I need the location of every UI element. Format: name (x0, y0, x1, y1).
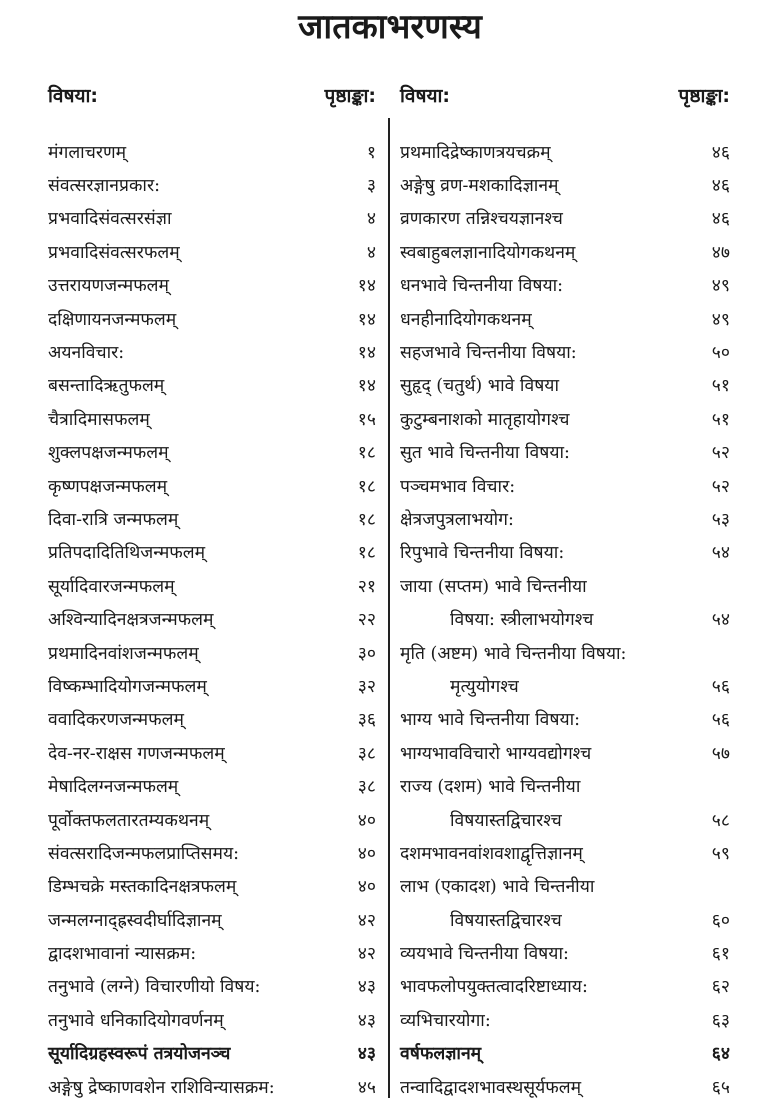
entry-title: धनभावे चिन्तनीया विषया: (400, 276, 564, 297)
entry-title: देव-नर-राक्षस गणजन्मफलम् (48, 743, 225, 764)
toc-entry (400, 168, 730, 201)
entry-page-number: ६५ (711, 1077, 730, 1098)
toc-entry (400, 636, 730, 669)
toc-entry (48, 1003, 376, 1036)
toc-entry (400, 269, 730, 302)
entry-title: संवत्सरादिजन्मफलप्राप्तिसमय: (48, 843, 240, 864)
entry-page-number: ४६ (711, 176, 730, 197)
entry-page-number: ५२ (711, 443, 730, 464)
entry-title: लाभ (एकादश) भावे चिन्तनीया (400, 877, 595, 898)
toc-entry (48, 235, 376, 268)
entry-title: पञ्चमभाव विचार: (400, 476, 516, 497)
entry-page-number: ५९ (711, 843, 730, 864)
toc-entry (400, 335, 730, 368)
toc-entry (400, 803, 730, 836)
toc-entry (48, 168, 376, 201)
entry-page-number: ४७ (711, 242, 730, 263)
entry-title: जाया (सप्तम) भावे चिन्तनीया (400, 576, 587, 597)
page-title: जातकाभरणस्य (298, 7, 482, 47)
entry-page-number: ४ (366, 209, 376, 230)
entry-title: भाग्य भावे चिन्तनीया विषया: (400, 710, 581, 731)
entry-title: तनुभावे धनिकादियोगवर्णनम् (48, 1010, 224, 1031)
entry-page-number: ५४ (711, 543, 730, 564)
entry-page-number: ४३ (357, 977, 376, 998)
toc-entry (48, 502, 376, 535)
entry-page-number: ५४ (711, 610, 730, 631)
toc-entry (48, 836, 376, 869)
entry-page-number: ३० (357, 643, 376, 664)
entry-page-number: १८ (357, 543, 376, 564)
toc-entry (48, 536, 376, 569)
toc-entry (400, 1003, 730, 1036)
toc-entry (400, 736, 730, 769)
entry-page-number: ६१ (711, 944, 730, 965)
entry-title: मेषादिलग्नजन्मफलम् (48, 777, 179, 798)
entry-title: अयनविचार: (48, 343, 125, 364)
entry-page-number: ५१ (711, 376, 730, 397)
entry-title: विषयास्तद्विचारश्च (450, 810, 562, 831)
entry-title: वर्षफलज्ञानम् (400, 1044, 482, 1065)
toc-entry (48, 669, 376, 702)
entry-title: शुक्लपक्षजन्मफलम् (48, 443, 169, 464)
entry-title: अङ्गेषु द्रेष्काणवशेन राशिविन्यासक्रम: (48, 1077, 275, 1098)
entry-page-number: ४ (366, 242, 376, 263)
toc-entry (400, 1037, 730, 1070)
entry-title: धनहीनादियोगकथनम् (400, 309, 532, 330)
toc-entry (400, 302, 730, 335)
entry-title: उत्तरायणजन्मफलम् (48, 276, 170, 297)
page-header: पृष्ठाङ्का: (678, 85, 730, 107)
contents-column-left (48, 82, 376, 1103)
toc-entry (48, 369, 376, 402)
entry-page-number: ४३ (357, 1010, 376, 1031)
entry-page-number: ४२ (357, 944, 376, 965)
entry-page-number: २२ (357, 610, 376, 631)
entry-title: चैत्रादिमासफलम् (48, 409, 150, 430)
toc-entry (400, 235, 730, 268)
entry-title: सूर्यादिवारजन्मफलम् (48, 576, 175, 597)
entry-page-number: ६२ (711, 977, 730, 998)
entry-page-number: ४० (357, 843, 376, 864)
entry-title: मृत्युयोगश्च (450, 676, 519, 697)
entry-page-number: १४ (357, 343, 376, 364)
toc-entry (400, 202, 730, 235)
entry-title: डिम्भचक्रे मस्तकादिनक्षत्रफलम् (48, 877, 237, 898)
toc-entry (400, 903, 730, 936)
toc-entry (400, 135, 730, 168)
toc-entry (400, 369, 730, 402)
entry-page-number: ५६ (711, 676, 730, 697)
toc-entry (400, 669, 730, 702)
entry-title: दिवा-रात्रि जन्मफलम् (48, 509, 179, 530)
entry-page-number: ४९ (711, 276, 730, 297)
toc-entry (48, 936, 376, 969)
entry-title: द्वादशभावानां न्यासक्रम: (48, 944, 197, 965)
entry-title: प्रभवादिसंवत्सरफलम् (48, 242, 180, 263)
entry-page-number: ५३ (711, 509, 730, 530)
toc-entry (48, 202, 376, 235)
entry-page-number: १४ (357, 376, 376, 397)
toc-entry (48, 1070, 376, 1103)
toc-entry (400, 703, 730, 736)
toc-entry (48, 335, 376, 368)
entry-title: राज्य (दशम) भावे चिन्तनीया (400, 777, 581, 798)
toc-entry (400, 569, 730, 602)
toc-entry (48, 769, 376, 802)
toc-entry (400, 870, 730, 903)
entry-title: विषया: स्त्रीलाभयोगश्च (450, 610, 594, 631)
toc-entry (48, 870, 376, 903)
entry-page-number: ४० (357, 877, 376, 898)
entry-page-number: १ (366, 142, 376, 163)
entry-page-number: ४३ (357, 1044, 376, 1065)
entry-page-number: ४० (357, 810, 376, 831)
toc-entry (400, 402, 730, 435)
entry-title: सुत भावे चिन्तनीया विषया: (400, 443, 570, 464)
entry-title: बसन्तादिऋतुफलम् (48, 376, 165, 397)
entry-page-number: ३६ (357, 710, 376, 731)
entry-title: ववादिकरणजन्मफलम् (48, 710, 184, 731)
entry-page-number: ४६ (711, 209, 730, 230)
entry-page-number: ३८ (357, 743, 376, 764)
entry-title: अङ्गेषु व्रण-मशकादिज्ञानम् (400, 176, 559, 197)
entry-page-number: ४६ (711, 142, 730, 163)
entry-title: सूर्यादिग्रहस्वरूपं तत्रयोजनञ्च (48, 1044, 231, 1065)
entry-title: संवत्सरज्ञानप्रकार: (48, 176, 160, 197)
entry-title: सहजभावे चिन्तनीया विषया: (400, 343, 577, 364)
toc-entry (48, 402, 376, 435)
toc-entry (400, 436, 730, 469)
toc-entry (48, 436, 376, 469)
entry-title: भावफलोपयुक्तत्वादरिष्टाध्याय: (400, 977, 588, 998)
contents-list (48, 135, 376, 1103)
toc-entry (48, 1037, 376, 1070)
entry-page-number: २१ (357, 576, 376, 597)
column-header (400, 82, 730, 118)
page-header: पृष्ठाङ्का: (324, 85, 376, 107)
entry-title: कृष्णपक्षजन्मफलम् (48, 476, 168, 497)
entry-title: पूर्वोक्तफलतारतम्यकथनम् (48, 810, 210, 831)
entry-page-number: १५ (357, 409, 376, 430)
entry-title: विषयास्तद्विचारश्च (450, 910, 562, 931)
entry-page-number: १४ (357, 276, 376, 297)
entry-title: जन्मलग्नाद्ह्रस्वदीर्घादिज्ञानम् (48, 910, 222, 931)
entry-title: दशमभावनवांशवशाद्वृत्तिज्ञानम् (400, 843, 583, 864)
entry-title: मृति (अष्टम) भावे चिन्तनीया विषया: (400, 643, 627, 664)
entry-title: सुहृद् (चतुर्थ) भावे विषया (400, 376, 559, 397)
toc-entry (48, 135, 376, 168)
entry-page-number: ५० (711, 343, 730, 364)
entry-page-number: ५८ (711, 810, 730, 831)
column-divider (388, 118, 390, 1098)
entry-page-number: ४९ (711, 309, 730, 330)
entry-page-number: ३२ (357, 676, 376, 697)
entry-title: अश्विन्यादिनक्षत्रजन्मफलम् (48, 610, 214, 631)
toc-entry (400, 536, 730, 569)
toc-entry (400, 602, 730, 635)
toc-entry (400, 469, 730, 502)
toc-entry (400, 970, 730, 1003)
toc-entry (400, 836, 730, 869)
entry-page-number: ४५ (357, 1077, 376, 1098)
entry-title: तनुभावे (लग्ने) विचारणीयो विषय: (48, 977, 261, 998)
toc-entry (48, 736, 376, 769)
toc-entry (400, 769, 730, 802)
toc-entry (400, 502, 730, 535)
entry-title: विष्कम्भादियोगजन्मफलम् (48, 676, 207, 697)
toc-entry (48, 970, 376, 1003)
entry-title: व्यभिचारयोगा: (400, 1010, 491, 1031)
entry-title: भाग्यभावविचारो भाग्यवद्योगश्च (400, 743, 592, 764)
toc-entry (400, 1070, 730, 1103)
entry-title: कुटुम्बनाशको मातृहायोगश्च (400, 409, 570, 430)
entry-title: रिपुभावे चिन्तनीया विषया: (400, 543, 565, 564)
entry-title: मंगलाचरणम् (48, 142, 127, 163)
entry-page-number: ५७ (711, 743, 730, 764)
entry-page-number: १४ (357, 309, 376, 330)
toc-entry (48, 803, 376, 836)
entry-page-number: ६३ (711, 1010, 730, 1031)
topic-header: विषया: (48, 85, 99, 107)
entry-page-number: १८ (357, 443, 376, 464)
entry-title: व्रणकारण तन्निश्चयज्ञानश्च (400, 209, 563, 230)
entry-title: स्वबाहुबलज्ञानादियोगकथनम् (400, 242, 576, 263)
entry-page-number: ३ (366, 176, 376, 197)
entry-page-number: ६० (711, 910, 730, 931)
toc-entry (48, 302, 376, 335)
toc-entry (48, 469, 376, 502)
entry-page-number: ५२ (711, 476, 730, 497)
toc-entry (400, 936, 730, 969)
column-header (48, 82, 376, 118)
toc-entry (48, 636, 376, 669)
toc-entry (48, 269, 376, 302)
entry-title: प्रभवादिसंवत्सरसंज्ञा (48, 209, 172, 230)
toc-entry (48, 569, 376, 602)
toc-entry (48, 602, 376, 635)
entry-page-number: १८ (357, 509, 376, 530)
contents-list (400, 135, 730, 1103)
entry-page-number: ४२ (357, 910, 376, 931)
entry-page-number: ३८ (357, 777, 376, 798)
entry-page-number: ५१ (711, 409, 730, 430)
entry-title: प्रथमादिद्रेष्काणत्रयचक्रम् (400, 142, 551, 163)
entry-page-number: १८ (357, 476, 376, 497)
toc-entry (48, 903, 376, 936)
entry-title: प्रथमादिनवांशजन्मफलम् (48, 643, 199, 664)
entry-title: दक्षिणायनजन्मफलम् (48, 309, 177, 330)
contents-column-right (400, 82, 730, 1103)
entry-title: तन्वादिद्वादशभावस्थसूर्यफलम् (400, 1077, 582, 1098)
entry-title: प्रतिपदादितिथिजन्मफलम् (48, 543, 206, 564)
toc-entry (48, 703, 376, 736)
entry-page-number: ६४ (711, 1044, 730, 1065)
topic-header: विषया: (400, 85, 451, 107)
entry-page-number: ५६ (711, 710, 730, 731)
entry-title: व्ययभावे चिन्तनीया विषया: (400, 944, 569, 965)
entry-title: क्षेत्रजपुत्रलाभयोग: (400, 509, 514, 530)
